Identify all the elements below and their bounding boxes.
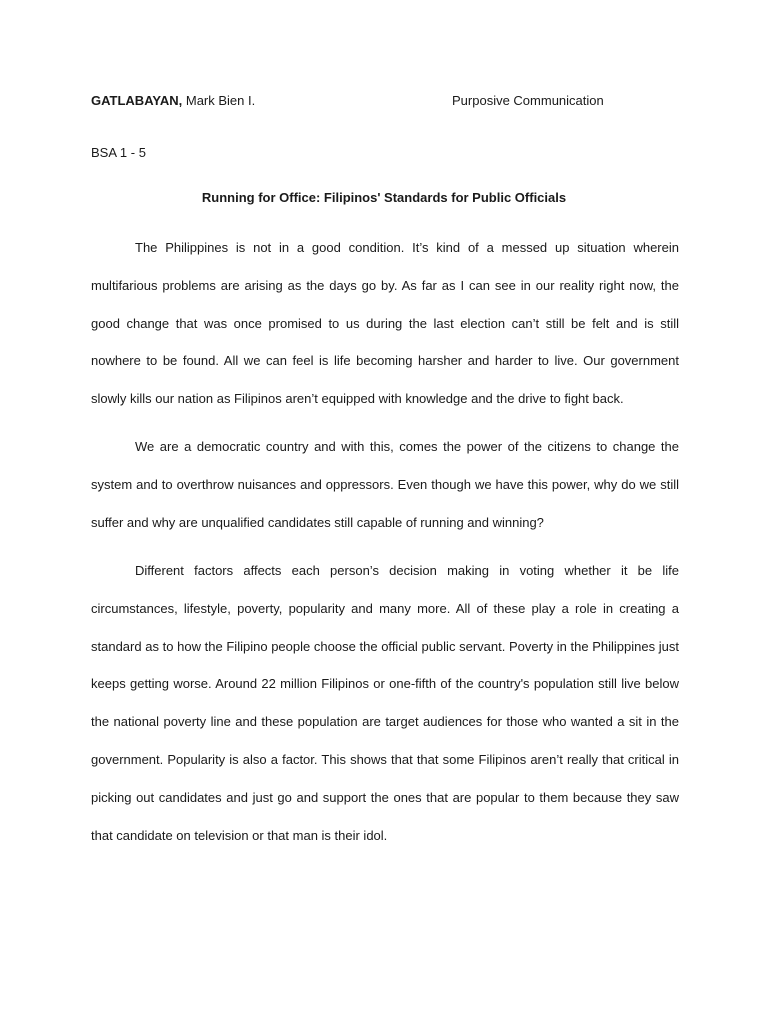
course-name: Purposive Communication: [452, 93, 604, 108]
paragraph-1: The Philippines is not in a good condition. It’s kind of a messed up situation wherein multifarious problems are arising as the days go by. As far as I can see in our reality right now, the good change that was once promised to us during the last election can’t still be felt and is still nowhere to be found. All we can feel is life becoming harsher and harder to live. Our government slowly kills our nation as Filipinos aren’t equipped with knowledge and the drive to fight back.: [91, 240, 679, 407]
paragraph-2: We are a democratic country and with this, comes the power of the citizens to change the system and to overthrow nuisances and oppressors. Even though we have this power, why do we still suffer and why are unqualified candidates still capable of running and winning?: [91, 439, 679, 530]
author-given-name: Mark Bien I.: [182, 93, 256, 108]
author-name: [91, 93, 255, 108]
document-title: Running for Office: Filipinos' Standards for Public Officials: [201, 190, 567, 205]
author-surname: GATLABAYAN,: [91, 93, 183, 108]
paragraph-3: Different factors affects each person’s decision making in voting whether it be life circumstances, lifestyle, poverty, popularity and many more. All of these play a role in creating a standard as to how the Filipino people choose the official public servant. Poverty in the Philippines just keeps getting worse. Around 22 million Filipinos or one-fifth of the country's population still live below the national poverty line and these population are target audiences for those who wanted a sit in the government. Popularity is also a factor. This shows that that some Filipinos aren’t really that critical in picking out candidates and just go and support the ones that are popular to them because they saw that candidate on television or that man is their idol.: [91, 563, 679, 843]
section-label: BSA 1 - 5: [91, 145, 146, 160]
header-row: [91, 93, 691, 113]
